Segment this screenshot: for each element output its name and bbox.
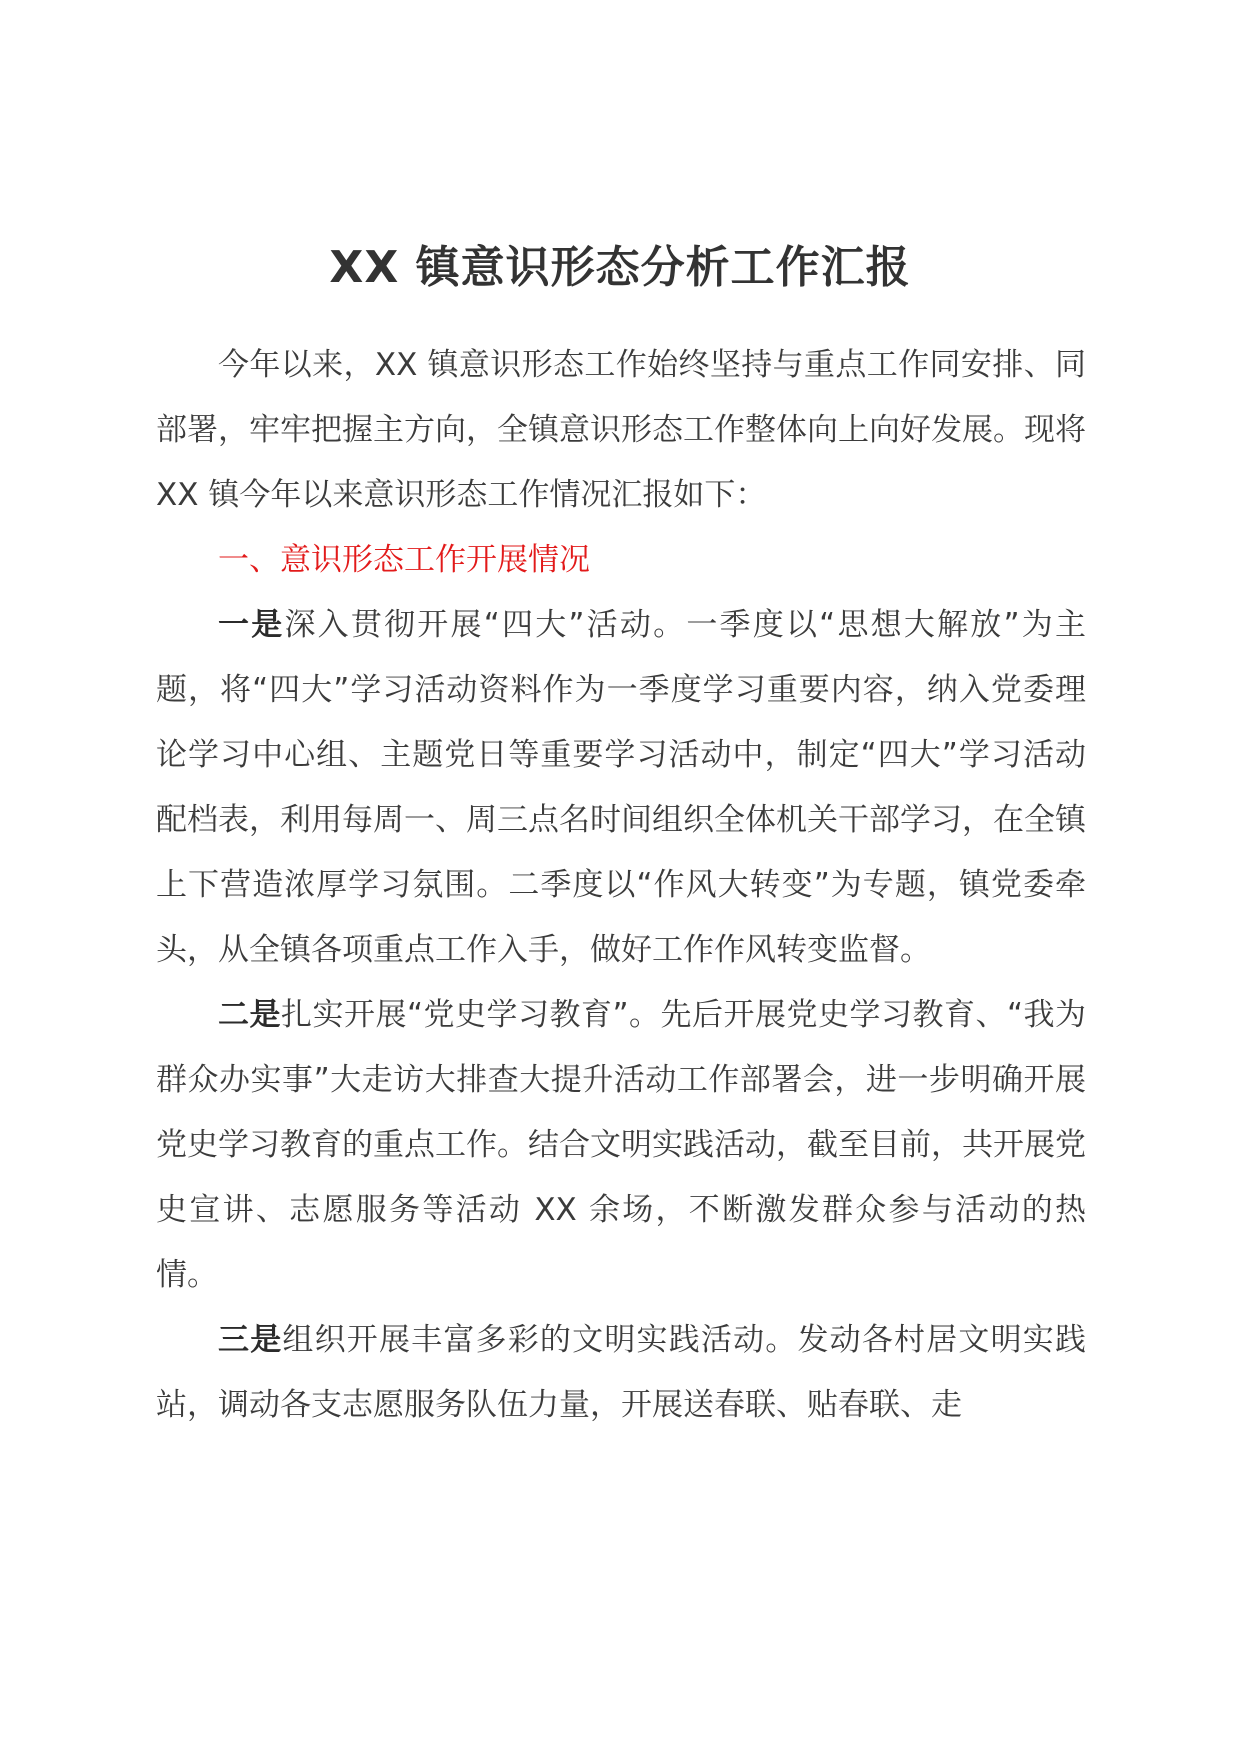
item-text-1: 深入贯彻开展“四大”活动。一季度以“思想大解放”为主题，将“四大”学习活动资料作为一季度学习重要内容，纳入党委理论学习中心组、主题党日等重要学习活动中，制定“四大”学习活动配档表，利用每周一、周三点名时间组织全体机关干部学习，在全镇上下营造浓厚学习氛围。二季度以“作风大转变”为专题，镇党委牵头，从全镇各项重点工作入手，做好工作作风转变监督。 [156, 607, 1086, 968]
item-paragraph-1 [156, 593, 1086, 983]
item-paragraph-2 [156, 983, 1086, 1308]
item-lead-3: 三是 [218, 1322, 283, 1358]
item-text-2: 扎实开展“党史学习教育”。先后开展党史学习教育、“我为群众办实事”大走访大排查大提升活动工作部署会，进一步明确开展党史学习教育的重点工作。结合文明实践活动，截至目前，共开展党史宣讲、志愿服务等活动 XX 余场，不断激发群众参与活动的热情。 [156, 997, 1087, 1293]
document-title: XX 镇意识形态分析工作汇报 [329, 242, 911, 293]
item-paragraph-3 [156, 1308, 1086, 1438]
item-lead-2: 二是 [218, 997, 281, 1033]
document-body [156, 333, 1086, 1438]
item-lead-1: 一是 [218, 607, 285, 643]
intro-paragraph: 今年以来，XX 镇意识形态工作始终坚持与重点工作同安排、同部署，牢牢把握主方向，全镇意识形态工作整体向上向好发展。现将 XX 镇今年以来意识形态工作情况汇报如下： [156, 347, 1086, 513]
section-heading: 一、意识形态工作开展情况 [218, 542, 590, 578]
item-text-3: 组织开展丰富多彩的文明实践活动。发动各村居文明实践站，调动各支志愿服务队伍力量，开展送春联、贴春联、走 [156, 1322, 1087, 1423]
